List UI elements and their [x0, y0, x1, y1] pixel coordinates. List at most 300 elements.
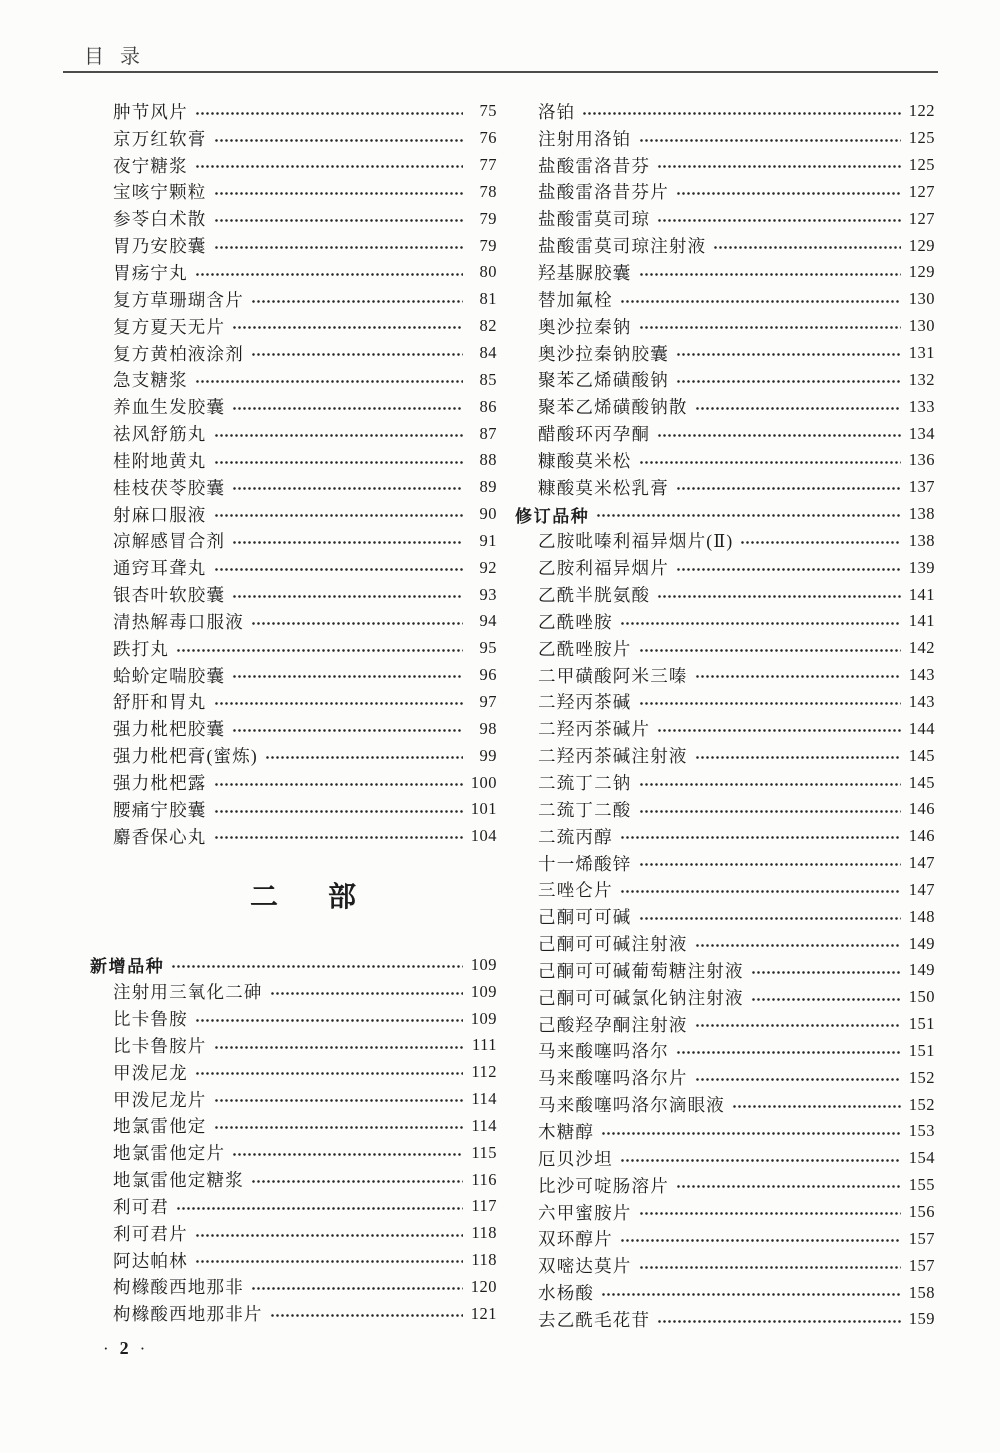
entry-page-number: 99 — [479, 745, 497, 765]
entry-page-number: 88 — [479, 450, 497, 470]
dot-leader — [171, 951, 462, 978]
dot-leader — [695, 393, 901, 420]
dot-leader — [214, 823, 463, 850]
toc-entry — [515, 957, 935, 984]
entry-page-number: 153 — [908, 1121, 935, 1141]
entry-title: 比卡鲁胺 — [113, 1009, 188, 1030]
entry-title: 桂附地黄丸 — [113, 450, 207, 471]
dot-leader — [232, 528, 463, 555]
dot-leader — [751, 984, 901, 1011]
entry-page-number: 125 — [908, 155, 935, 175]
dot-leader — [251, 340, 463, 367]
dot-leader — [695, 1064, 901, 1091]
entry-page-number: 130 — [908, 289, 935, 309]
entry-page-number: 112 — [471, 1062, 497, 1082]
footer-dot: · — [139, 1338, 146, 1358]
toc-entry — [515, 393, 935, 420]
entry-page-number: 109 — [470, 954, 497, 974]
toc-entry — [515, 876, 935, 903]
toc-entry — [515, 608, 935, 635]
dot-leader — [214, 125, 464, 152]
toc-entry — [90, 823, 497, 850]
toc-entry — [515, 1145, 935, 1172]
entry-page-number: 79 — [479, 208, 497, 228]
toc-entry — [515, 313, 935, 340]
dot-leader — [620, 286, 901, 313]
entry-page-number: 157 — [908, 1255, 935, 1275]
entry-page-number: 118 — [471, 1250, 497, 1270]
dot-leader — [676, 1038, 901, 1065]
dot-leader — [639, 903, 901, 930]
toc-entry — [515, 179, 935, 206]
entry-page-number: 141 — [908, 611, 935, 631]
dot-leader — [232, 581, 463, 608]
entry-page-number: 152 — [908, 1094, 935, 1114]
entry-page-number: 138 — [908, 504, 935, 524]
toc-entry — [90, 528, 497, 555]
entry-page-number: 127 — [908, 208, 935, 228]
entry-title: 舒肝和胃丸 — [113, 692, 207, 713]
entry-page-number: 152 — [908, 1067, 935, 1087]
entry-title: 二甲磺酸阿米三嗪 — [538, 665, 688, 686]
toc-entry — [90, 1300, 497, 1327]
toc-entry — [90, 340, 497, 367]
entry-page-number: 118 — [471, 1223, 497, 1243]
toc-entry — [90, 1193, 497, 1220]
toc-entry — [515, 340, 935, 367]
toc-entry — [90, 1032, 497, 1059]
toc-entry — [90, 259, 497, 286]
entry-title: 己酸羟孕酮注射液 — [538, 1014, 688, 1035]
entry-title: 奥沙拉秦钠胶囊 — [538, 343, 669, 364]
entry-page-number: 77 — [479, 155, 497, 175]
entry-page-number: 122 — [908, 101, 935, 121]
toc-entry — [90, 501, 497, 528]
entry-title: 三唑仑片 — [538, 880, 613, 901]
dot-leader — [620, 876, 901, 903]
toc-entry — [515, 232, 935, 259]
entry-title: 马来酸噻吗洛尔 — [538, 1041, 669, 1062]
toc-entry — [515, 662, 935, 689]
entry-title: 胃疡宁丸 — [113, 262, 188, 283]
entry-page-number: 95 — [479, 638, 497, 658]
toc-entry — [515, 635, 935, 662]
entry-title: 去乙酰毛花苷 — [538, 1309, 651, 1330]
toc-entry — [515, 581, 935, 608]
entry-title: 麝香保心丸 — [113, 826, 207, 847]
dot-leader — [676, 474, 901, 501]
entry-page-number: 134 — [908, 423, 935, 443]
dot-leader — [195, 1247, 463, 1274]
entry-title: 枸橼酸西地那非 — [113, 1277, 244, 1298]
dot-leader — [214, 1112, 464, 1139]
entry-page-number: 75 — [479, 101, 497, 121]
entry-page-number: 150 — [908, 987, 935, 1007]
entry-title: 乙酰半胱氨酸 — [538, 585, 651, 606]
dot-leader — [713, 232, 900, 259]
dot-leader — [740, 528, 900, 555]
dot-leader — [232, 474, 463, 501]
toc-entry — [90, 474, 497, 501]
entry-page-number: 125 — [908, 128, 935, 148]
entry-page-number: 96 — [479, 665, 497, 685]
toc-entry — [515, 1252, 935, 1279]
dot-leader — [639, 259, 901, 286]
dot-leader — [270, 978, 463, 1005]
entry-title: 甲泼尼龙 — [113, 1062, 188, 1083]
entry-page-number: 79 — [479, 235, 497, 255]
entry-page-number: 101 — [470, 799, 497, 819]
dot-leader — [639, 313, 901, 340]
toc-entry — [90, 581, 497, 608]
toc-entry — [90, 978, 497, 1005]
entry-title: 宝咳宁颗粒 — [113, 182, 207, 203]
dot-leader — [214, 1032, 464, 1059]
dot-leader — [601, 1279, 901, 1306]
toc-entry — [515, 501, 935, 528]
toc-entry — [90, 769, 497, 796]
toc-entry — [90, 1166, 497, 1193]
entry-page-number: 131 — [908, 343, 935, 363]
toc-entry — [90, 1220, 497, 1247]
entry-page-number: 147 — [908, 879, 935, 899]
dot-leader — [657, 152, 901, 179]
toc-entry — [515, 715, 935, 742]
dot-leader — [176, 1193, 463, 1220]
toc-list-right — [515, 98, 935, 1333]
entry-page-number: 93 — [479, 584, 497, 604]
entry-title: 枸橼酸西地那非片 — [113, 1304, 263, 1325]
toc-entry — [515, 286, 935, 313]
entry-title: 祛风舒筋丸 — [113, 424, 207, 445]
toc-list-part1 — [90, 98, 497, 850]
entry-title: 水杨酸 — [538, 1283, 595, 1304]
entry-page-number: 87 — [479, 423, 497, 443]
entry-title: 比沙可啶肠溶片 — [538, 1175, 669, 1196]
toc-entry — [515, 903, 935, 930]
dot-leader — [620, 608, 901, 635]
dot-leader — [732, 1091, 901, 1118]
entry-page-number: 144 — [908, 718, 935, 738]
entry-title: 乙胺利福异烟片 — [538, 558, 669, 579]
entry-page-number: 92 — [479, 557, 497, 577]
toc-entry — [515, 1064, 935, 1091]
entry-title: 盐酸雷莫司琼注射液 — [538, 236, 707, 257]
toc-entry — [90, 232, 497, 259]
dot-leader — [639, 125, 901, 152]
entry-page-number: 86 — [479, 396, 497, 416]
entry-title: 京万红软膏 — [113, 128, 207, 149]
dot-leader — [195, 1059, 463, 1086]
entry-title: 聚苯乙烯磺酸钠散 — [538, 397, 688, 418]
entry-title: 双环醇片 — [538, 1229, 613, 1250]
dot-leader — [265, 742, 463, 769]
toc-entry — [515, 823, 935, 850]
entry-title: 参苓白术散 — [113, 209, 207, 230]
footer-dot: · — [103, 1338, 109, 1358]
entry-title: 腰痛宁胶囊 — [113, 799, 207, 820]
entry-page-number: 143 — [908, 691, 935, 711]
toc-entry — [90, 635, 497, 662]
entry-title: 二羟丙茶碱片 — [538, 719, 651, 740]
toc-entry — [90, 1274, 497, 1301]
toc-entry — [90, 662, 497, 689]
entry-title: 二羟丙茶碱 — [538, 692, 632, 713]
dot-leader — [214, 769, 463, 796]
entry-page-number: 132 — [908, 369, 935, 389]
entry-page-number: 114 — [471, 1115, 497, 1135]
toc-entry — [515, 366, 935, 393]
toc-entry — [90, 1059, 497, 1086]
toc-entry — [515, 152, 935, 179]
dot-leader — [620, 1145, 901, 1172]
dot-leader — [251, 1166, 463, 1193]
entry-title: 跌打丸 — [113, 638, 170, 659]
entry-page-number: 85 — [479, 369, 497, 389]
entry-page-number: 109 — [470, 981, 497, 1001]
dot-leader — [695, 930, 901, 957]
dot-leader — [657, 420, 901, 447]
toc-entry — [515, 796, 935, 823]
entry-title: 己酮可可碱 — [538, 907, 632, 928]
entry-page-number: 76 — [479, 128, 497, 148]
entry-title: 利可君片 — [113, 1223, 188, 1244]
toc-entry — [515, 1306, 935, 1333]
dot-leader — [214, 689, 464, 716]
entry-title: 木糖醇 — [538, 1121, 595, 1142]
entry-page-number: 90 — [479, 504, 497, 524]
entry-title: 己酮可可碱葡萄糖注射液 — [538, 960, 744, 981]
toc-entry — [515, 1199, 935, 1226]
dot-leader — [676, 340, 901, 367]
entry-page-number: 133 — [908, 396, 935, 416]
entry-page-number: 127 — [908, 181, 935, 201]
toc-entry — [515, 689, 935, 716]
entry-page-number: 149 — [908, 960, 935, 980]
dot-leader — [639, 635, 901, 662]
entry-title: 通窍耳聋丸 — [113, 558, 207, 579]
dot-leader — [251, 1274, 463, 1301]
toc-column-right — [515, 98, 935, 1333]
toc-entry — [90, 205, 497, 232]
toc-entry — [90, 313, 497, 340]
entry-page-number: 82 — [479, 316, 497, 336]
toc-list-part2-new — [90, 951, 497, 1327]
spacer — [90, 920, 497, 952]
entry-title: 地氯雷他定糖浆 — [113, 1170, 244, 1191]
toc-entry — [515, 1279, 935, 1306]
toc-entry — [515, 984, 935, 1011]
entry-title: 夜宁糖浆 — [113, 155, 188, 176]
dot-leader — [657, 581, 901, 608]
dot-leader — [195, 98, 463, 125]
toc-entry — [90, 715, 497, 742]
entry-title: 肿节风片 — [113, 101, 188, 122]
entry-page-number: 145 — [908, 745, 935, 765]
entry-page-number: 84 — [479, 343, 497, 363]
entry-page-number: 109 — [470, 1008, 497, 1028]
dot-leader — [639, 447, 901, 474]
toc-entry — [90, 393, 497, 420]
toc-entry — [90, 1139, 497, 1166]
entry-page-number: 91 — [479, 530, 497, 550]
dot-leader — [232, 393, 463, 420]
dot-leader — [176, 635, 463, 662]
dot-leader — [214, 420, 464, 447]
entry-title: 养血生发胶囊 — [113, 397, 226, 418]
toc-entry — [90, 98, 497, 125]
entry-title: 己酮可可碱注射液 — [538, 934, 688, 955]
entry-title: 马来酸噻吗洛尔滴眼液 — [538, 1095, 725, 1116]
entry-title: 二羟丙茶碱注射液 — [538, 746, 688, 767]
toc-entry — [515, 1011, 935, 1038]
toc-entry — [90, 951, 497, 978]
dot-leader — [214, 554, 464, 581]
entry-page-number: 117 — [471, 1196, 497, 1216]
dot-leader — [676, 366, 901, 393]
dot-leader — [195, 1005, 463, 1032]
entry-title: 盐酸雷莫司琼 — [538, 209, 651, 230]
entry-title: 蛤蚧定喘胶囊 — [113, 665, 226, 686]
dot-leader — [601, 1118, 901, 1145]
entry-title: 醋酸环丙孕酮 — [538, 424, 651, 445]
dot-leader — [214, 501, 464, 528]
toc-entry — [515, 447, 935, 474]
dot-leader — [214, 447, 464, 474]
entry-title: 乙酰唑胺 — [538, 611, 613, 632]
dot-leader — [214, 179, 464, 206]
entry-title: 甲泼尼龙片 — [113, 1089, 207, 1110]
entry-title: 强力枇杷胶囊 — [113, 719, 226, 740]
dot-leader — [657, 715, 901, 742]
toc-entry — [515, 1118, 935, 1145]
entry-title: 射麻口服液 — [113, 504, 207, 525]
entry-title: 糠酸莫米松 — [538, 450, 632, 471]
entry-page-number: 138 — [908, 530, 935, 550]
entry-page-number: 120 — [470, 1276, 497, 1296]
dot-leader — [582, 98, 900, 125]
entry-page-number: 97 — [479, 691, 497, 711]
entry-page-number: 98 — [479, 718, 497, 738]
dot-leader — [195, 152, 463, 179]
entry-page-number: 100 — [470, 772, 497, 792]
dot-leader — [214, 205, 464, 232]
toc-entry — [90, 420, 497, 447]
entry-title: 比卡鲁胺片 — [113, 1035, 207, 1056]
toc-entry — [90, 554, 497, 581]
dot-leader — [639, 1252, 901, 1279]
entry-page-number: 80 — [479, 262, 497, 282]
toc-entry — [90, 447, 497, 474]
entry-title: 厄贝沙坦 — [538, 1148, 613, 1169]
entry-page-number: 129 — [908, 235, 935, 255]
dot-leader — [195, 1220, 463, 1247]
entry-title: 复方黄柏液涂剂 — [113, 343, 244, 364]
dot-leader — [195, 366, 463, 393]
entry-title: 强力枇杷露 — [113, 773, 207, 794]
dot-leader — [195, 259, 463, 286]
entry-page-number: 157 — [908, 1228, 935, 1248]
entry-title: 乙酰唑胺片 — [538, 638, 632, 659]
toc-entry — [515, 528, 935, 555]
dot-leader — [657, 1306, 901, 1333]
dot-leader — [676, 1172, 901, 1199]
toc-entry — [515, 1225, 935, 1252]
entry-page-number: 130 — [908, 316, 935, 336]
entry-page-number: 141 — [908, 584, 935, 604]
dot-leader — [639, 850, 901, 877]
entry-page-number: 146 — [908, 799, 935, 819]
entry-page-number: 159 — [908, 1309, 935, 1329]
dot-leader — [270, 1300, 463, 1327]
entry-title: 二巯丁二钠 — [538, 773, 632, 794]
dot-leader — [214, 232, 464, 259]
entry-page-number: 145 — [908, 772, 935, 792]
toc-entry — [515, 1091, 935, 1118]
entry-page-number: 115 — [471, 1142, 497, 1162]
header-rule — [63, 71, 938, 73]
dot-leader — [639, 769, 901, 796]
toc-entry — [90, 1005, 497, 1032]
entry-page-number: 158 — [908, 1282, 935, 1302]
entry-title: 洛铂 — [538, 101, 576, 122]
dot-leader — [596, 501, 900, 528]
toc-column-left — [90, 98, 497, 1327]
toc-entry — [90, 796, 497, 823]
entry-title: 二巯丙醇 — [538, 826, 613, 847]
toc-entry — [90, 125, 497, 152]
entry-page-number: 114 — [471, 1089, 497, 1109]
entry-title: 地氯雷他定片 — [113, 1143, 226, 1164]
entry-page-number: 142 — [908, 638, 935, 658]
entry-page-number: 81 — [479, 289, 497, 309]
entry-title: 复方夏天无片 — [113, 316, 226, 337]
dot-leader — [695, 662, 901, 689]
entry-title: 注射用三氧化二砷 — [113, 982, 263, 1003]
entry-page-number: 111 — [471, 1035, 497, 1055]
entry-page-number: 129 — [908, 262, 935, 282]
dot-leader — [620, 1225, 901, 1252]
entry-page-number: 143 — [908, 665, 935, 685]
entry-title: 二巯丁二酸 — [538, 799, 632, 820]
entry-title: 聚苯乙烯磺酸钠 — [538, 370, 669, 391]
dot-leader — [676, 554, 901, 581]
entry-title: 凉解感冒合剂 — [113, 531, 226, 552]
toc-entry — [90, 366, 497, 393]
entry-title: 地氯雷他定 — [113, 1116, 207, 1137]
toc-entry — [90, 742, 497, 769]
dot-leader — [639, 689, 901, 716]
toc-entry — [515, 742, 935, 769]
dot-leader — [620, 823, 901, 850]
entry-title: 替加氟栓 — [538, 289, 613, 310]
toc-entry — [515, 1038, 935, 1065]
entry-title: 注射用洛铂 — [538, 128, 632, 149]
dot-leader — [639, 1199, 901, 1226]
entry-page-number: 104 — [470, 826, 497, 846]
entry-page-number: 146 — [908, 826, 935, 846]
entry-title: 清热解毒口服液 — [113, 611, 244, 632]
dot-leader — [639, 796, 901, 823]
entry-page-number: 149 — [908, 933, 935, 953]
entry-page-number: 116 — [471, 1169, 497, 1189]
toc-entry — [90, 179, 497, 206]
toc-entry — [515, 930, 935, 957]
dot-leader — [232, 1139, 463, 1166]
dot-leader — [751, 957, 901, 984]
toc-entry — [515, 850, 935, 877]
page-footer — [103, 1338, 145, 1359]
